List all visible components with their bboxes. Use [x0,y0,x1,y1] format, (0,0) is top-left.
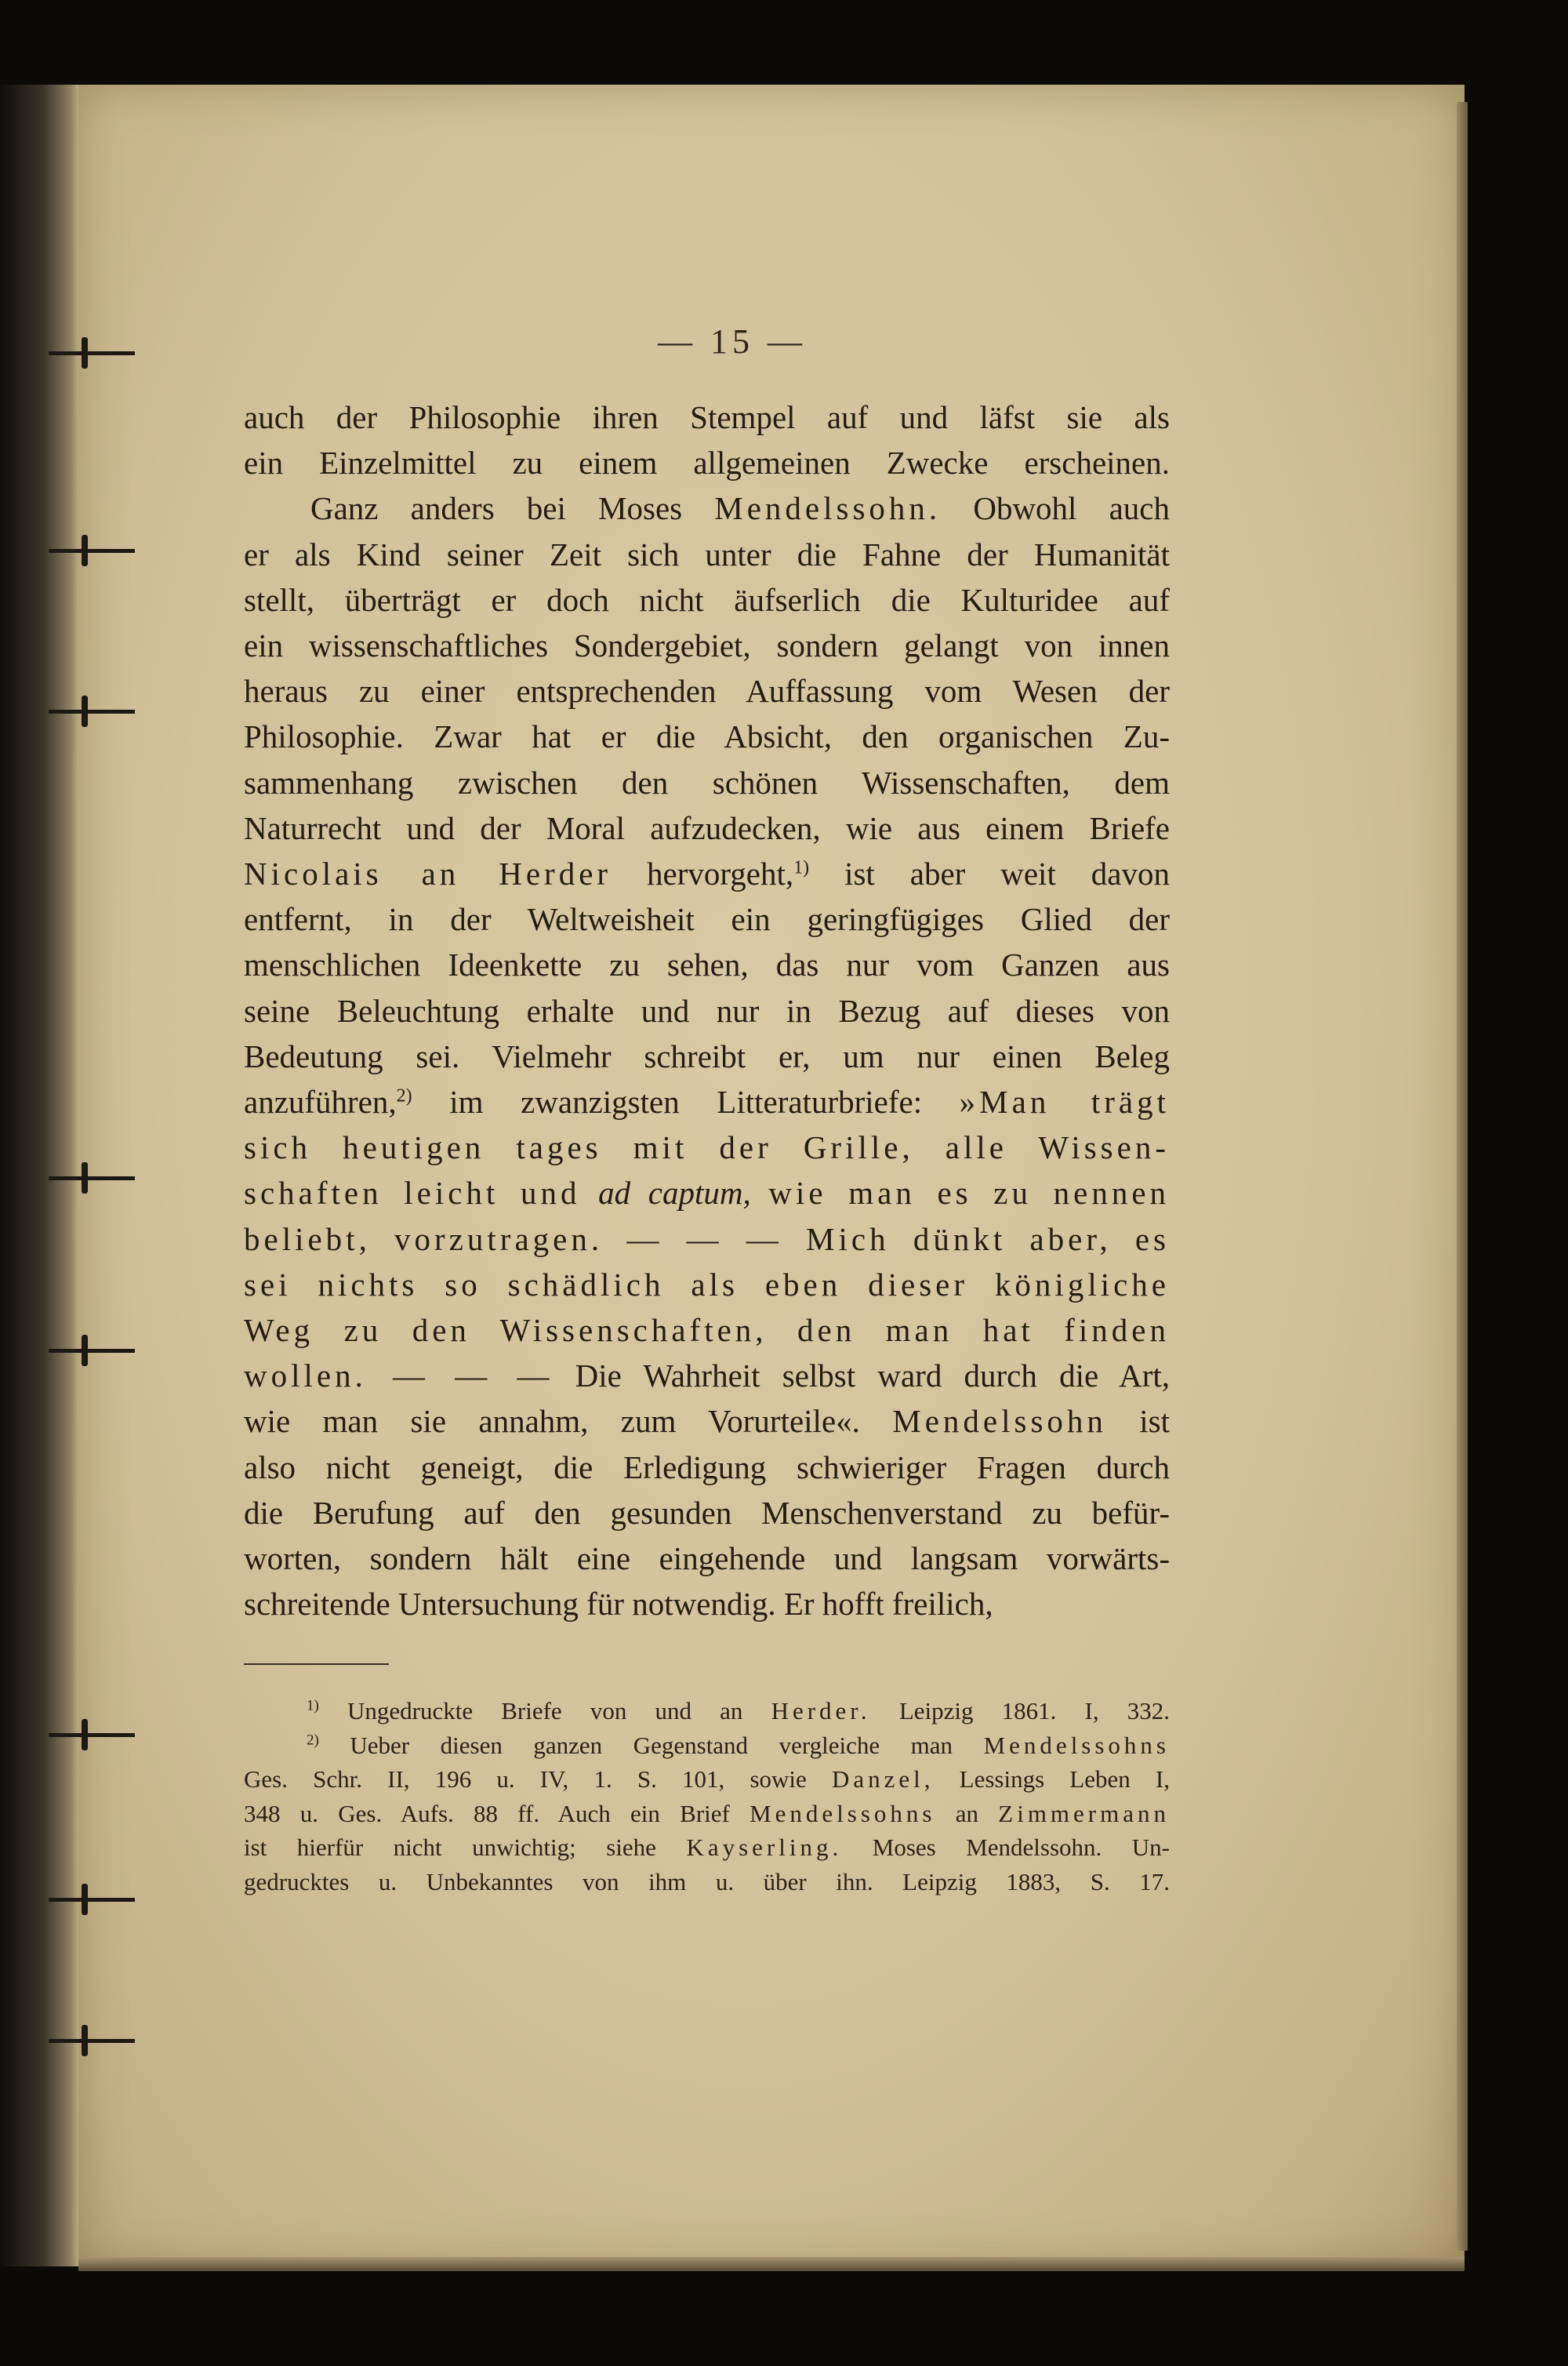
text-line: wie man sie annahm, zum Vorurteile«. Mendelssohn ist [244,1403,1171,1440]
spaced-name: Mendelssohn [892,1403,1107,1440]
binding-stitch [49,1733,135,1737]
footnote: $^{1)}$ Ungedruckte Briefe von und an Herder. Leipzig 1861. I, 332. [307,1697,1171,1725]
text-line: ein Einzelmittel zu einem allgemeinen Zwecke erscheinen. [244,445,1170,482]
text-line: die Berufung auf den gesunden Menschenverstand zu befür- [244,1494,1170,1531]
page-edge-right [1457,102,1468,2251]
text-line: worten, sondern hält eine eingehende und langsam vorwärts- [244,1540,1170,1577]
text-line: Ganz anders bei Moses Mendelssohn. Obwohl auch [310,490,1170,527]
text-line: ein wissenschaftliches Sondergebiet, sondern gelangt von innen [244,627,1170,664]
text-line: Weg zu den Wissenschaften, den man hat finden [244,1312,1170,1349]
text-line: stellt, überträgt er doch nicht äufserlich die Kulturidee auf [244,581,1170,618]
page-edge-bottom [78,2257,1465,2271]
text-line: seine Beleuchtung erhalte und nur in Bezug auf dieses von [244,992,1170,1029]
text-line: Nicolais an Herder hervorgeht,$^{1)}$ ist aber weit davon [244,856,1170,892]
text-line: heraus zu einer entsprechenden Auffassung vom Wesen der [244,673,1170,710]
text-line: anzuführen,$^{2)}$ im zwanzigsten Litteraturbriefe: »Man trägt [244,1084,1171,1121]
latin-phrase: ad captum, [598,1175,751,1212]
text-line: schaften leicht und ad captum, wie man es zu nennen [244,1175,1171,1212]
binding-stitch [49,1349,135,1353]
text-line: sammenhang zwischen den schönen Wissenschaften, dem [244,764,1170,801]
text-line: Philosophie. Zwar hat er die Absicht, den organischen Zu- [244,718,1170,755]
binding-stitch [49,710,135,714]
text-line: entfernt, in der Weltweisheit ein geringfügiges Glied der [244,901,1170,938]
text-line: menschlichen Ideenkette zu sehen, das nur vom Ganzen aus [244,947,1170,983]
text-line: also nicht geneigt, die Erledigung schwieriger Fragen durch [244,1448,1170,1485]
footnote-ref: 2) [396,1085,412,1107]
text-line: Bedeutung sei. Vielmehr schreibt er, um nur einen Beleg [244,1038,1170,1074]
spaced-name: Nicolais an Herder [244,856,612,892]
text-line: sei nichts so schädlich als eben dieser königliche [244,1266,1170,1303]
text-line: beliebt, vorzutragen. — — — Mich dünkt aber, es [244,1220,1170,1257]
footnote-ref: 1) [793,857,810,878]
text-line: wollen. — — — Die Wahrheit selbst ward durch die Art, [244,1357,1171,1394]
footnote-line: ist hierfür nicht unwichtig; siehe Kayserling. Moses Mendelssohn. Un- [244,1834,1170,1861]
text-line: Naturrecht und der Moral aufzudecken, wie aus einem Briefe [244,809,1170,846]
binding-stitch [49,1176,135,1180]
footnotes [244,1694,1170,1899]
footnote-line: Ges. Schr. II, 196 u. IV, 1. S. 101, sowie Danzel, Lessings Leben I, [244,1765,1171,1793]
text-line: sich heutigen tages mit der Grille, alle Wissen- [244,1129,1170,1166]
binding-stitch [49,2039,135,2043]
text-line: auch der Philosophie ihren Stempel auf und läfst sie als [244,399,1170,435]
text-line: er als Kind seiner Zeit sich unter die Fahne der Humanität [244,536,1170,572]
binding-stitch [49,1898,135,1902]
footnote-line: 348 u. Ges. Aufs. 88 ff. Auch ein Brief Mendelssohns an Zimmermann [244,1799,1170,1827]
footnote-line: gedrucktes u. Unbekanntes von ihm u. über ihn. Leipzig 1883, S. 17. [244,1867,1170,1895]
footnote-rule [244,1663,389,1665]
binding-stitch [49,549,135,553]
footnote: $^{2)}$ Ueber diesen ganzen Gegenstand vergleiche man Mendelssohns [307,1731,1170,1759]
spaced-name: Mendelssohn. [714,490,942,527]
page-number: — 15 — [658,322,807,361]
text-line: schreitende Untersuchung für notwendig. Er hofft freilich, [244,1586,993,1623]
book-spine [0,85,78,2266]
body-text [244,394,1170,1626]
